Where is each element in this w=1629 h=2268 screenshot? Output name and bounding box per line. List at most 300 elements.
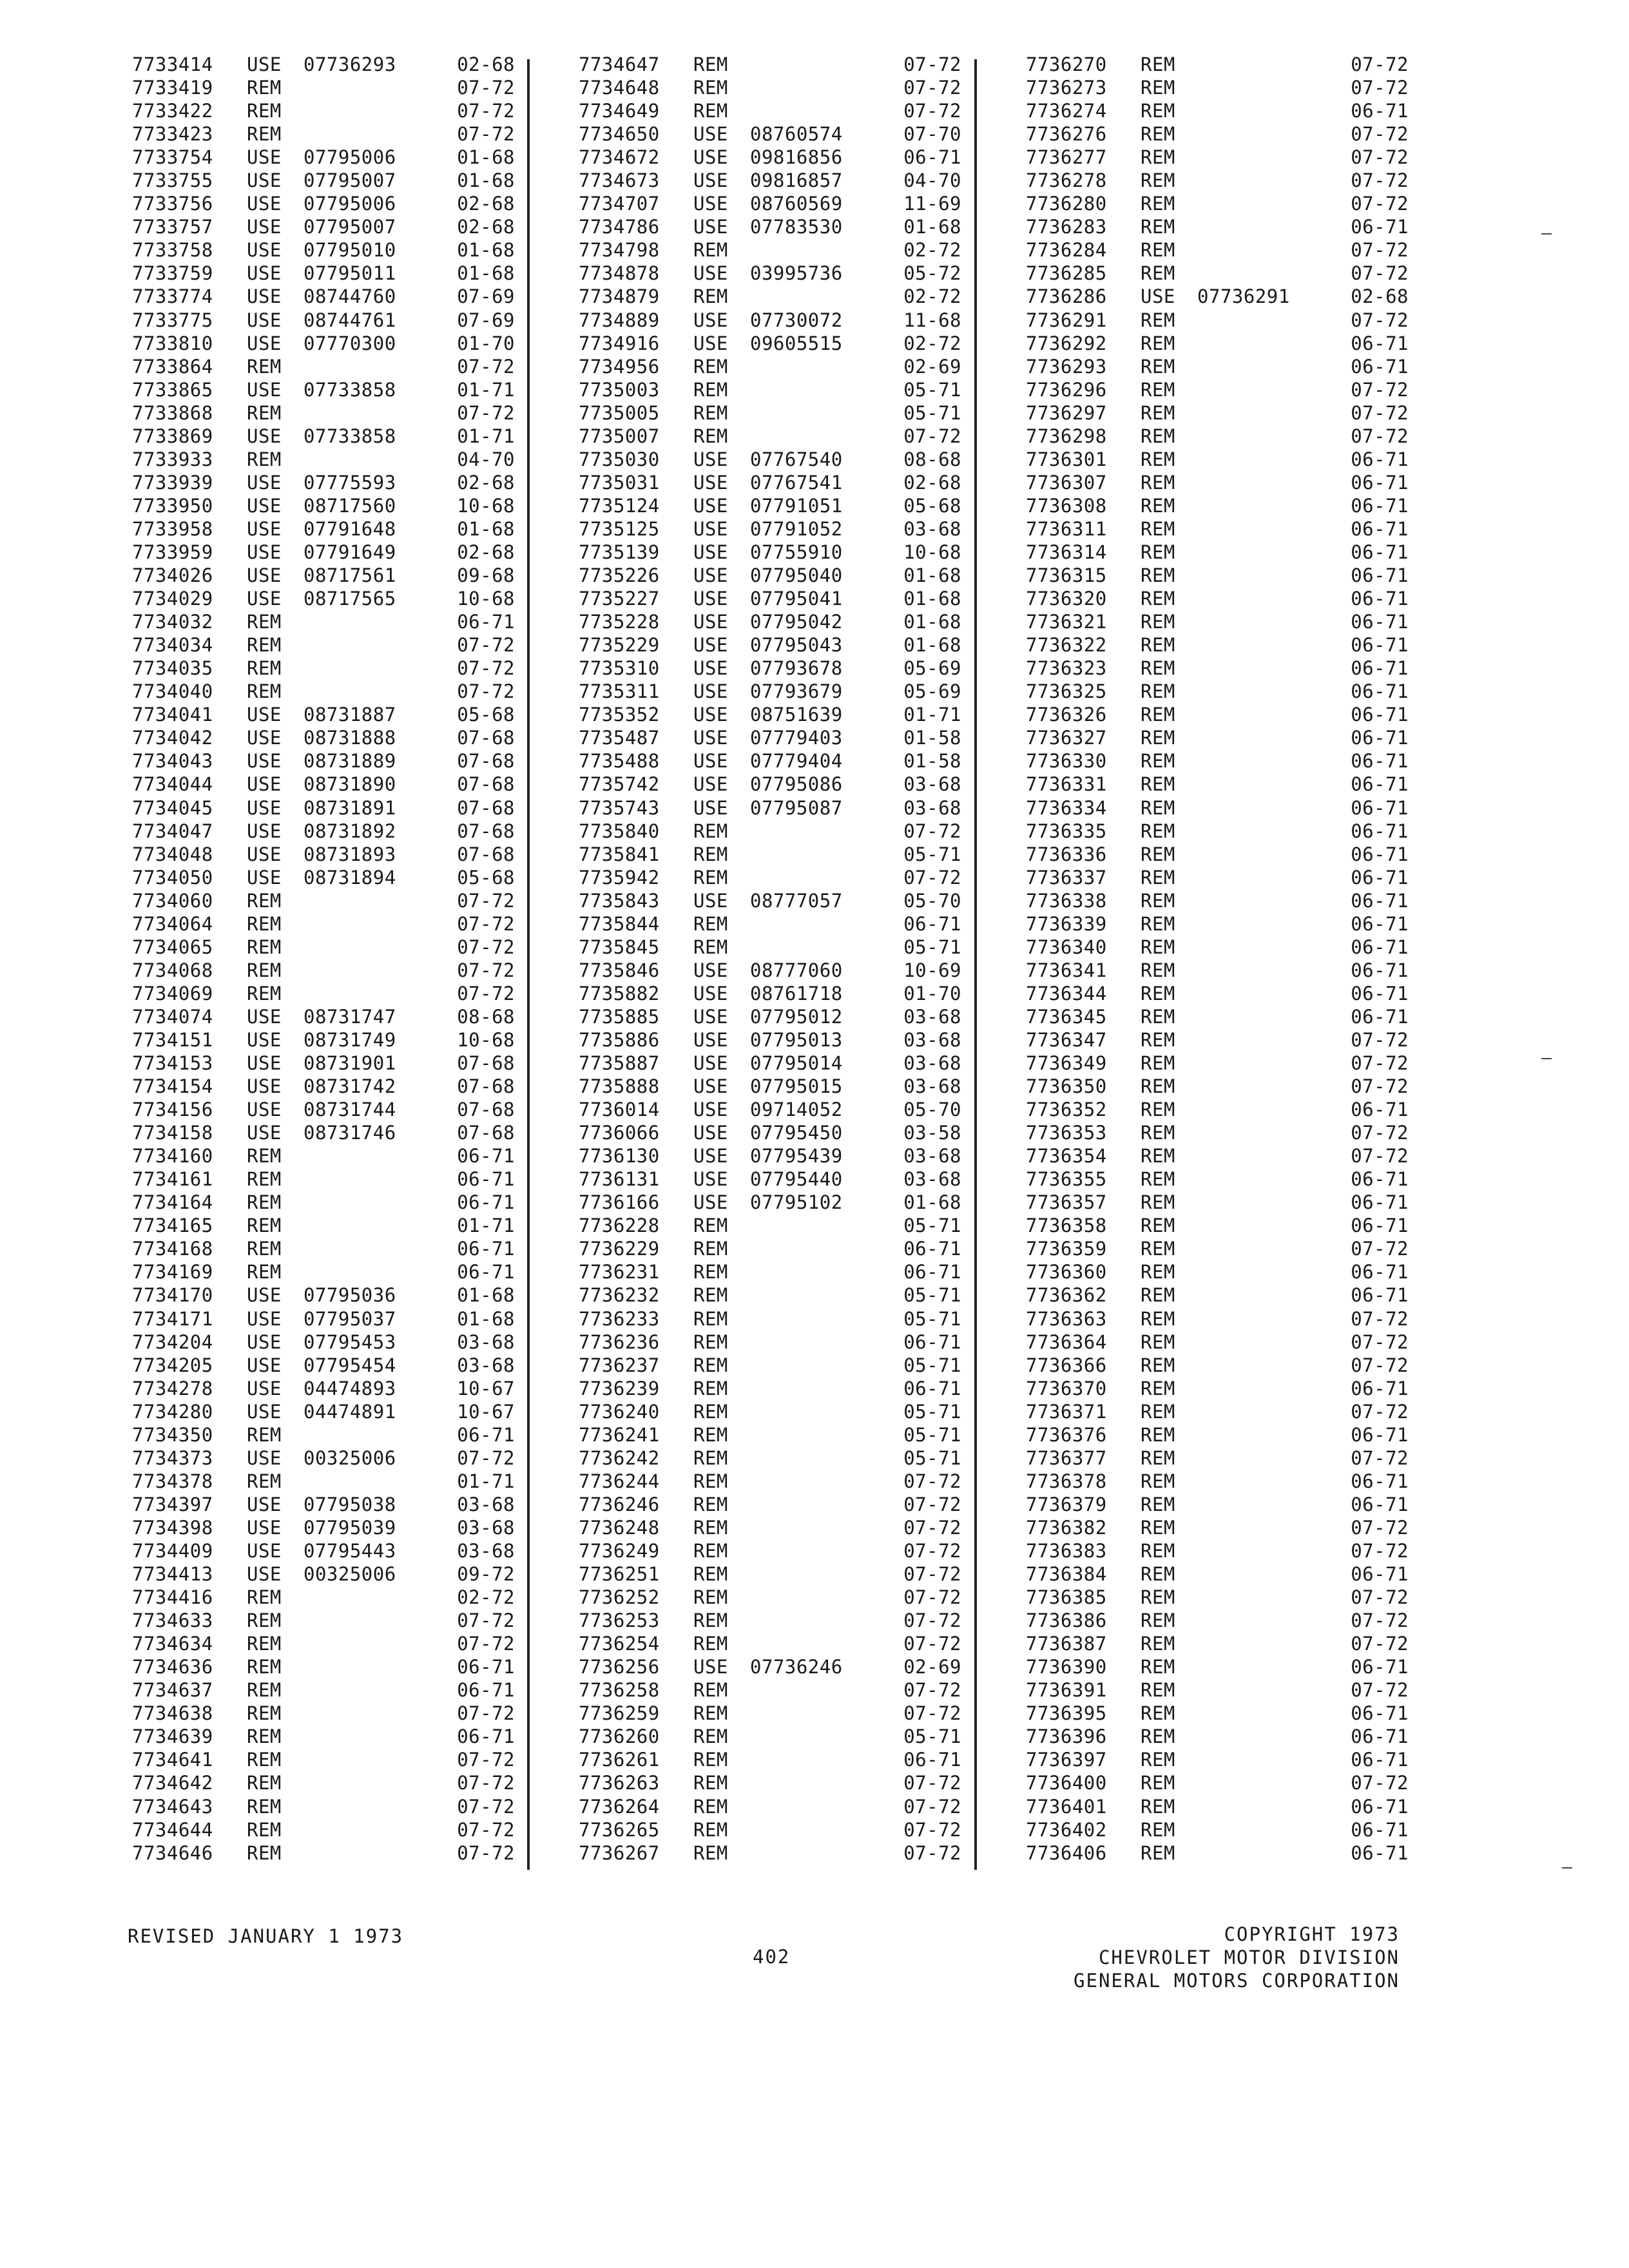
action-code: REM	[247, 1470, 282, 1492]
replacement-part-number: 08760569	[750, 193, 843, 215]
effective-date: 07-68	[457, 1122, 515, 1144]
part-number: 7736249	[579, 1540, 660, 1562]
table-row	[1026, 1841, 1409, 1865]
part-number: 7736320	[1026, 588, 1107, 610]
action-code: REM	[1141, 1400, 1175, 1423]
part-number: 7734156	[132, 1099, 213, 1121]
replacement-part-number: 07795006	[304, 146, 396, 169]
action-code: USE	[693, 680, 728, 703]
action-code: REM	[1141, 1702, 1175, 1725]
part-number: 7736376	[1026, 1423, 1107, 1446]
action-code: REM	[247, 355, 282, 378]
table-row	[579, 238, 961, 262]
effective-date: 05-71	[903, 1307, 961, 1330]
table-row	[1026, 1052, 1409, 1075]
effective-date: 01-68	[457, 146, 515, 169]
action-code: USE	[693, 541, 728, 563]
part-number: 7734639	[132, 1725, 213, 1748]
table-row	[132, 471, 515, 494]
part-number: 7734956	[579, 355, 660, 378]
effective-date: 07-72	[903, 1516, 961, 1539]
replacement-part-number: 08731894	[304, 866, 396, 889]
effective-date: 09-72	[457, 1563, 515, 1586]
action-code: USE	[693, 704, 728, 726]
effective-date: 06-71	[903, 1331, 961, 1353]
effective-date: 07-72	[1351, 1354, 1409, 1376]
replacement-part-number: 07779404	[750, 750, 843, 773]
action-code: REM	[1141, 982, 1175, 1004]
effective-date: 06-71	[457, 1725, 515, 1748]
replacement-part-number	[1197, 889, 1331, 912]
effective-date: 01-58	[903, 750, 961, 773]
part-number: 7736251	[579, 1563, 660, 1586]
effective-date: 01-68	[903, 588, 961, 610]
effective-date: 07-72	[457, 634, 515, 657]
effective-date: 01-71	[457, 378, 515, 401]
part-number: 7736232	[579, 1284, 660, 1307]
action-code: REM	[1141, 843, 1175, 865]
replacement-part-number: 08731891	[304, 796, 396, 819]
effective-date: 10-68	[457, 588, 515, 610]
replacement-part-number: 07795015	[750, 1075, 843, 1098]
table-row	[1026, 238, 1409, 262]
effective-date: 07-68	[457, 843, 515, 865]
table-row	[579, 1423, 961, 1446]
effective-date: 02-69	[903, 355, 961, 378]
effective-date: 05-71	[903, 1284, 961, 1307]
effective-date: 01-70	[903, 982, 961, 1004]
table-row	[579, 1539, 961, 1562]
action-code: REM	[693, 401, 728, 424]
table-row	[1026, 1354, 1409, 1377]
effective-date: 06-71	[1351, 1749, 1409, 1771]
part-number: 7734154	[132, 1075, 213, 1098]
action-code: REM	[693, 1446, 728, 1469]
replacement-part-number: 07795087	[750, 796, 843, 819]
action-code: REM	[1141, 866, 1175, 889]
replacement-part-number: 07795038	[304, 1493, 396, 1515]
column-3	[1026, 53, 1409, 1865]
replacement-part-number: 07795010	[304, 239, 396, 262]
action-code: REM	[693, 1400, 728, 1423]
part-number: 7735352	[579, 704, 660, 726]
replacement-part-number	[750, 1237, 884, 1260]
effective-date: 05-71	[903, 401, 961, 424]
part-number: 7734042	[132, 727, 213, 749]
action-code: USE	[247, 1540, 282, 1562]
action-code: REM	[247, 1841, 282, 1864]
part-number: 7734169	[132, 1261, 213, 1283]
table-row	[132, 564, 515, 587]
replacement-part-number: 08760574	[750, 123, 843, 146]
action-code: REM	[1141, 1423, 1175, 1446]
table-row	[132, 1516, 515, 1539]
part-number: 7733950	[132, 494, 213, 517]
replacement-part-number	[1197, 1028, 1331, 1052]
replacement-part-number: 08717565	[304, 588, 396, 610]
replacement-part-number: 07795036	[304, 1284, 396, 1307]
effective-date: 04-70	[457, 448, 515, 470]
part-number: 7735886	[579, 1028, 660, 1051]
part-number: 7734204	[132, 1331, 213, 1353]
action-code: REM	[1141, 471, 1175, 494]
action-code: REM	[693, 1679, 728, 1702]
effective-date: 07-68	[457, 820, 515, 842]
table-row	[579, 726, 961, 749]
effective-date: 07-72	[1351, 123, 1409, 146]
part-number: 7734647	[579, 53, 660, 75]
table-row	[579, 517, 961, 541]
replacement-part-number	[304, 76, 438, 99]
table-row	[1026, 820, 1409, 843]
action-code: REM	[1141, 1470, 1175, 1492]
table-row	[579, 1586, 961, 1609]
effective-date: 07-72	[457, 401, 515, 424]
action-code: USE	[247, 1563, 282, 1586]
action-code: REM	[247, 657, 282, 680]
action-code: REM	[247, 1215, 282, 1237]
action-code: REM	[1141, 1215, 1175, 1237]
action-code: REM	[247, 1725, 282, 1748]
effective-date: 06-71	[457, 1145, 515, 1168]
effective-date: 07-72	[1351, 169, 1409, 192]
replacement-part-number	[304, 99, 438, 122]
effective-date: 07-69	[457, 285, 515, 308]
action-code: REM	[1141, 796, 1175, 819]
effective-date: 06-71	[1351, 517, 1409, 540]
table-row	[132, 1098, 515, 1121]
table-row	[579, 1400, 961, 1423]
replacement-part-number	[750, 1678, 884, 1702]
effective-date: 07-72	[1351, 401, 1409, 424]
effective-date: 07-72	[457, 1702, 515, 1725]
part-number: 7734878	[579, 262, 660, 285]
replacement-part-number	[304, 912, 438, 936]
effective-date: 07-72	[457, 355, 515, 378]
replacement-part-number	[1197, 401, 1331, 425]
effective-date: 07-72	[1351, 1122, 1409, 1144]
part-number: 7736327	[1026, 727, 1107, 749]
effective-date: 10-68	[457, 494, 515, 517]
effective-date: 04-70	[903, 169, 961, 192]
replacement-part-number	[1197, 773, 1331, 796]
effective-date: 07-72	[1351, 1446, 1409, 1469]
action-code: REM	[247, 634, 282, 657]
table-row	[1026, 448, 1409, 471]
table-row	[1026, 285, 1409, 308]
table-row	[579, 1493, 961, 1516]
replacement-part-number	[1197, 238, 1331, 262]
action-code: REM	[693, 843, 728, 865]
copyright-line-1: COPYRIGHT 1973	[1224, 1923, 1400, 1945]
action-code: REM	[1141, 959, 1175, 981]
action-code: USE	[247, 1446, 282, 1469]
part-number: 7736277	[1026, 146, 1107, 169]
part-number: 7736370	[1026, 1377, 1107, 1399]
table-row	[579, 703, 961, 726]
table-row	[132, 749, 515, 773]
table-row	[579, 1260, 961, 1283]
column-2	[579, 53, 961, 1865]
effective-date: 07-72	[1351, 1679, 1409, 1702]
effective-date: 06-71	[1351, 657, 1409, 680]
replacement-part-number	[304, 1655, 438, 1678]
action-code: USE	[693, 169, 728, 192]
table-row	[132, 773, 515, 796]
part-number: 7736308	[1026, 494, 1107, 517]
replacement-part-number: 03995736	[750, 262, 843, 285]
replacement-part-number: 08731893	[304, 843, 396, 865]
action-code: REM	[693, 1725, 728, 1748]
replacement-part-number	[1197, 564, 1331, 587]
part-number: 7736336	[1026, 843, 1107, 865]
effective-date: 06-71	[1351, 1818, 1409, 1841]
part-number: 7735031	[579, 471, 660, 494]
replacement-part-number	[1197, 1748, 1331, 1771]
replacement-part-number: 08731901	[304, 1052, 396, 1075]
part-number: 7736326	[1026, 704, 1107, 726]
action-code: REM	[247, 77, 282, 99]
table-row	[579, 749, 961, 773]
effective-date: 03-68	[903, 796, 961, 819]
part-number: 7733754	[132, 146, 213, 169]
table-row	[579, 448, 961, 471]
part-number: 7736358	[1026, 1215, 1107, 1237]
part-number: 7736344	[1026, 982, 1107, 1004]
action-code: REM	[1141, 912, 1175, 935]
table-row	[1026, 1005, 1409, 1028]
action-code: USE	[247, 1331, 282, 1353]
table-row	[132, 1168, 515, 1191]
part-number: 7736341	[1026, 959, 1107, 981]
part-number: 7736377	[1026, 1446, 1107, 1469]
part-number: 7734398	[132, 1516, 213, 1539]
replacement-part-number	[304, 1191, 438, 1214]
effective-date: 06-71	[457, 611, 515, 633]
table-row	[132, 959, 515, 982]
part-number: 7733423	[132, 123, 213, 146]
replacement-part-number	[1197, 1214, 1331, 1237]
replacement-part-number	[750, 1377, 884, 1400]
action-code: USE	[247, 146, 282, 169]
part-number: 7734160	[132, 1145, 213, 1168]
part-number: 7736321	[1026, 611, 1107, 633]
replacement-part-number: 07733858	[304, 425, 396, 447]
action-code: USE	[693, 262, 728, 285]
replacement-part-number	[1197, 587, 1331, 610]
effective-date: 05-71	[903, 378, 961, 401]
action-code: USE	[693, 1005, 728, 1028]
action-code: REM	[1141, 1610, 1175, 1632]
table-row	[579, 146, 961, 169]
part-number: 7734280	[132, 1400, 213, 1423]
copyright-line-2: CHEVROLET MOTOR DIVISION	[1098, 1946, 1400, 1968]
table-row	[132, 309, 515, 332]
effective-date: 06-71	[1351, 843, 1409, 865]
replacement-part-number	[1197, 1307, 1331, 1331]
table-row	[579, 1331, 961, 1354]
replacement-part-number	[1197, 1191, 1331, 1214]
action-code: REM	[693, 1841, 728, 1864]
effective-date: 07-72	[1351, 146, 1409, 169]
action-code: REM	[247, 611, 282, 633]
table-row	[1026, 122, 1409, 146]
part-number: 7736291	[1026, 309, 1107, 331]
replacement-part-number	[750, 1586, 884, 1609]
part-number: 7736402	[1026, 1818, 1107, 1841]
action-code: USE	[693, 1028, 728, 1051]
table-row	[579, 76, 961, 99]
part-number: 7735030	[579, 448, 660, 470]
part-number: 7734637	[132, 1679, 213, 1702]
part-number: 7734644	[132, 1818, 213, 1841]
part-number: 7734040	[132, 680, 213, 703]
effective-date: 03-68	[903, 1005, 961, 1028]
part-number: 7736315	[1026, 564, 1107, 587]
table-row	[579, 1562, 961, 1586]
action-code: REM	[693, 1586, 728, 1609]
part-number: 7735124	[579, 494, 660, 517]
action-code: USE	[247, 588, 282, 610]
effective-date: 02-68	[457, 471, 515, 494]
action-code: USE	[693, 216, 728, 238]
replacement-part-number	[304, 633, 438, 657]
effective-date: 05-71	[903, 1215, 961, 1237]
table-row	[132, 1075, 515, 1098]
replacement-part-number: 00325006	[304, 1563, 396, 1586]
table-row	[1026, 1423, 1409, 1446]
replacement-part-number: 07795012	[750, 1005, 843, 1028]
replacement-part-number	[1197, 99, 1331, 122]
action-code: REM	[693, 820, 728, 842]
part-number: 7734041	[132, 704, 213, 726]
table-row	[132, 541, 515, 564]
part-number: 7734350	[132, 1423, 213, 1446]
effective-date: 06-71	[1351, 704, 1409, 726]
effective-date: 07-72	[1351, 378, 1409, 401]
effective-date: 07-72	[457, 1795, 515, 1818]
table-row	[579, 1168, 961, 1191]
part-number: 7735228	[579, 611, 660, 633]
replacement-part-number	[304, 657, 438, 680]
effective-date: 06-71	[1351, 1841, 1409, 1864]
table-row	[579, 192, 961, 215]
action-code: USE	[247, 1354, 282, 1376]
action-code: REM	[1141, 611, 1175, 633]
action-code: USE	[247, 494, 282, 517]
effective-date: 06-71	[1351, 541, 1409, 563]
action-code: REM	[1141, 1795, 1175, 1818]
action-code: REM	[247, 401, 282, 424]
part-number: 7736285	[1026, 262, 1107, 285]
action-code: USE	[247, 1005, 282, 1028]
action-code: REM	[1141, 564, 1175, 587]
replacement-part-number	[304, 122, 438, 146]
effective-date: 07-72	[457, 77, 515, 99]
part-number: 7736322	[1026, 634, 1107, 657]
table-row	[132, 1191, 515, 1214]
table-row	[579, 936, 961, 959]
part-number: 7734074	[132, 1005, 213, 1028]
replacement-part-number: 07736293	[304, 53, 396, 75]
replacement-part-number	[1197, 1354, 1331, 1377]
replacement-part-number	[750, 1446, 884, 1470]
action-code: REM	[1141, 216, 1175, 238]
replacement-part-number	[1197, 355, 1331, 378]
part-number: 7734798	[579, 239, 660, 262]
effective-date: 03-68	[903, 1168, 961, 1191]
replacement-part-number	[750, 1354, 884, 1377]
effective-date: 05-70	[903, 889, 961, 912]
table-row	[579, 1841, 961, 1865]
action-code: REM	[1141, 378, 1175, 401]
table-row	[132, 1632, 515, 1655]
replacement-part-number: 07795013	[750, 1028, 843, 1051]
table-row	[1026, 773, 1409, 796]
table-row	[579, 1307, 961, 1331]
action-code: USE	[247, 262, 282, 285]
effective-date: 06-71	[1351, 912, 1409, 935]
part-number: 7734373	[132, 1446, 213, 1469]
replacement-part-number	[1197, 541, 1331, 564]
part-number: 7736354	[1026, 1145, 1107, 1168]
effective-date: 07-72	[1351, 1400, 1409, 1423]
table-row	[1026, 1539, 1409, 1562]
table-row	[1026, 1283, 1409, 1307]
part-number: 7736397	[1026, 1749, 1107, 1771]
table-row	[132, 1423, 515, 1446]
part-number: 7736330	[1026, 750, 1107, 773]
effective-date: 07-72	[457, 959, 515, 981]
part-number: 7734161	[132, 1168, 213, 1191]
table-row	[1026, 889, 1409, 912]
action-code: REM	[247, 889, 282, 912]
effective-date: 07-69	[457, 309, 515, 331]
table-row	[132, 1539, 515, 1562]
part-number: 7736378	[1026, 1470, 1107, 1492]
table-row	[132, 517, 515, 541]
replacement-part-number: 07795439	[750, 1145, 843, 1168]
table-row	[1026, 1748, 1409, 1771]
part-number: 7736256	[579, 1656, 660, 1678]
effective-date: 01-71	[457, 1470, 515, 1492]
part-number: 7736278	[1026, 169, 1107, 192]
table-row	[132, 726, 515, 749]
table-row	[1026, 1098, 1409, 1121]
table-row	[1026, 1214, 1409, 1237]
effective-date: 07-72	[1351, 1610, 1409, 1632]
replacement-part-number: 07755910	[750, 541, 843, 563]
part-number: 7736363	[1026, 1307, 1107, 1330]
action-code: REM	[1141, 1238, 1175, 1260]
action-code: REM	[693, 936, 728, 958]
effective-date: 07-72	[1351, 53, 1409, 75]
part-number: 7736280	[1026, 193, 1107, 215]
table-row	[579, 1702, 961, 1725]
part-number: 7736284	[1026, 239, 1107, 262]
action-code: REM	[247, 1818, 282, 1841]
action-code: REM	[1141, 1005, 1175, 1028]
table-row	[1026, 471, 1409, 494]
table-row	[132, 1028, 515, 1052]
action-code: REM	[1141, 1145, 1175, 1168]
action-code: USE	[247, 378, 282, 401]
part-number: 7734168	[132, 1238, 213, 1260]
replacement-part-number: 07795042	[750, 611, 843, 633]
replacement-part-number	[1197, 146, 1331, 169]
effective-date: 06-71	[1351, 1215, 1409, 1237]
part-number: 7735844	[579, 912, 660, 935]
